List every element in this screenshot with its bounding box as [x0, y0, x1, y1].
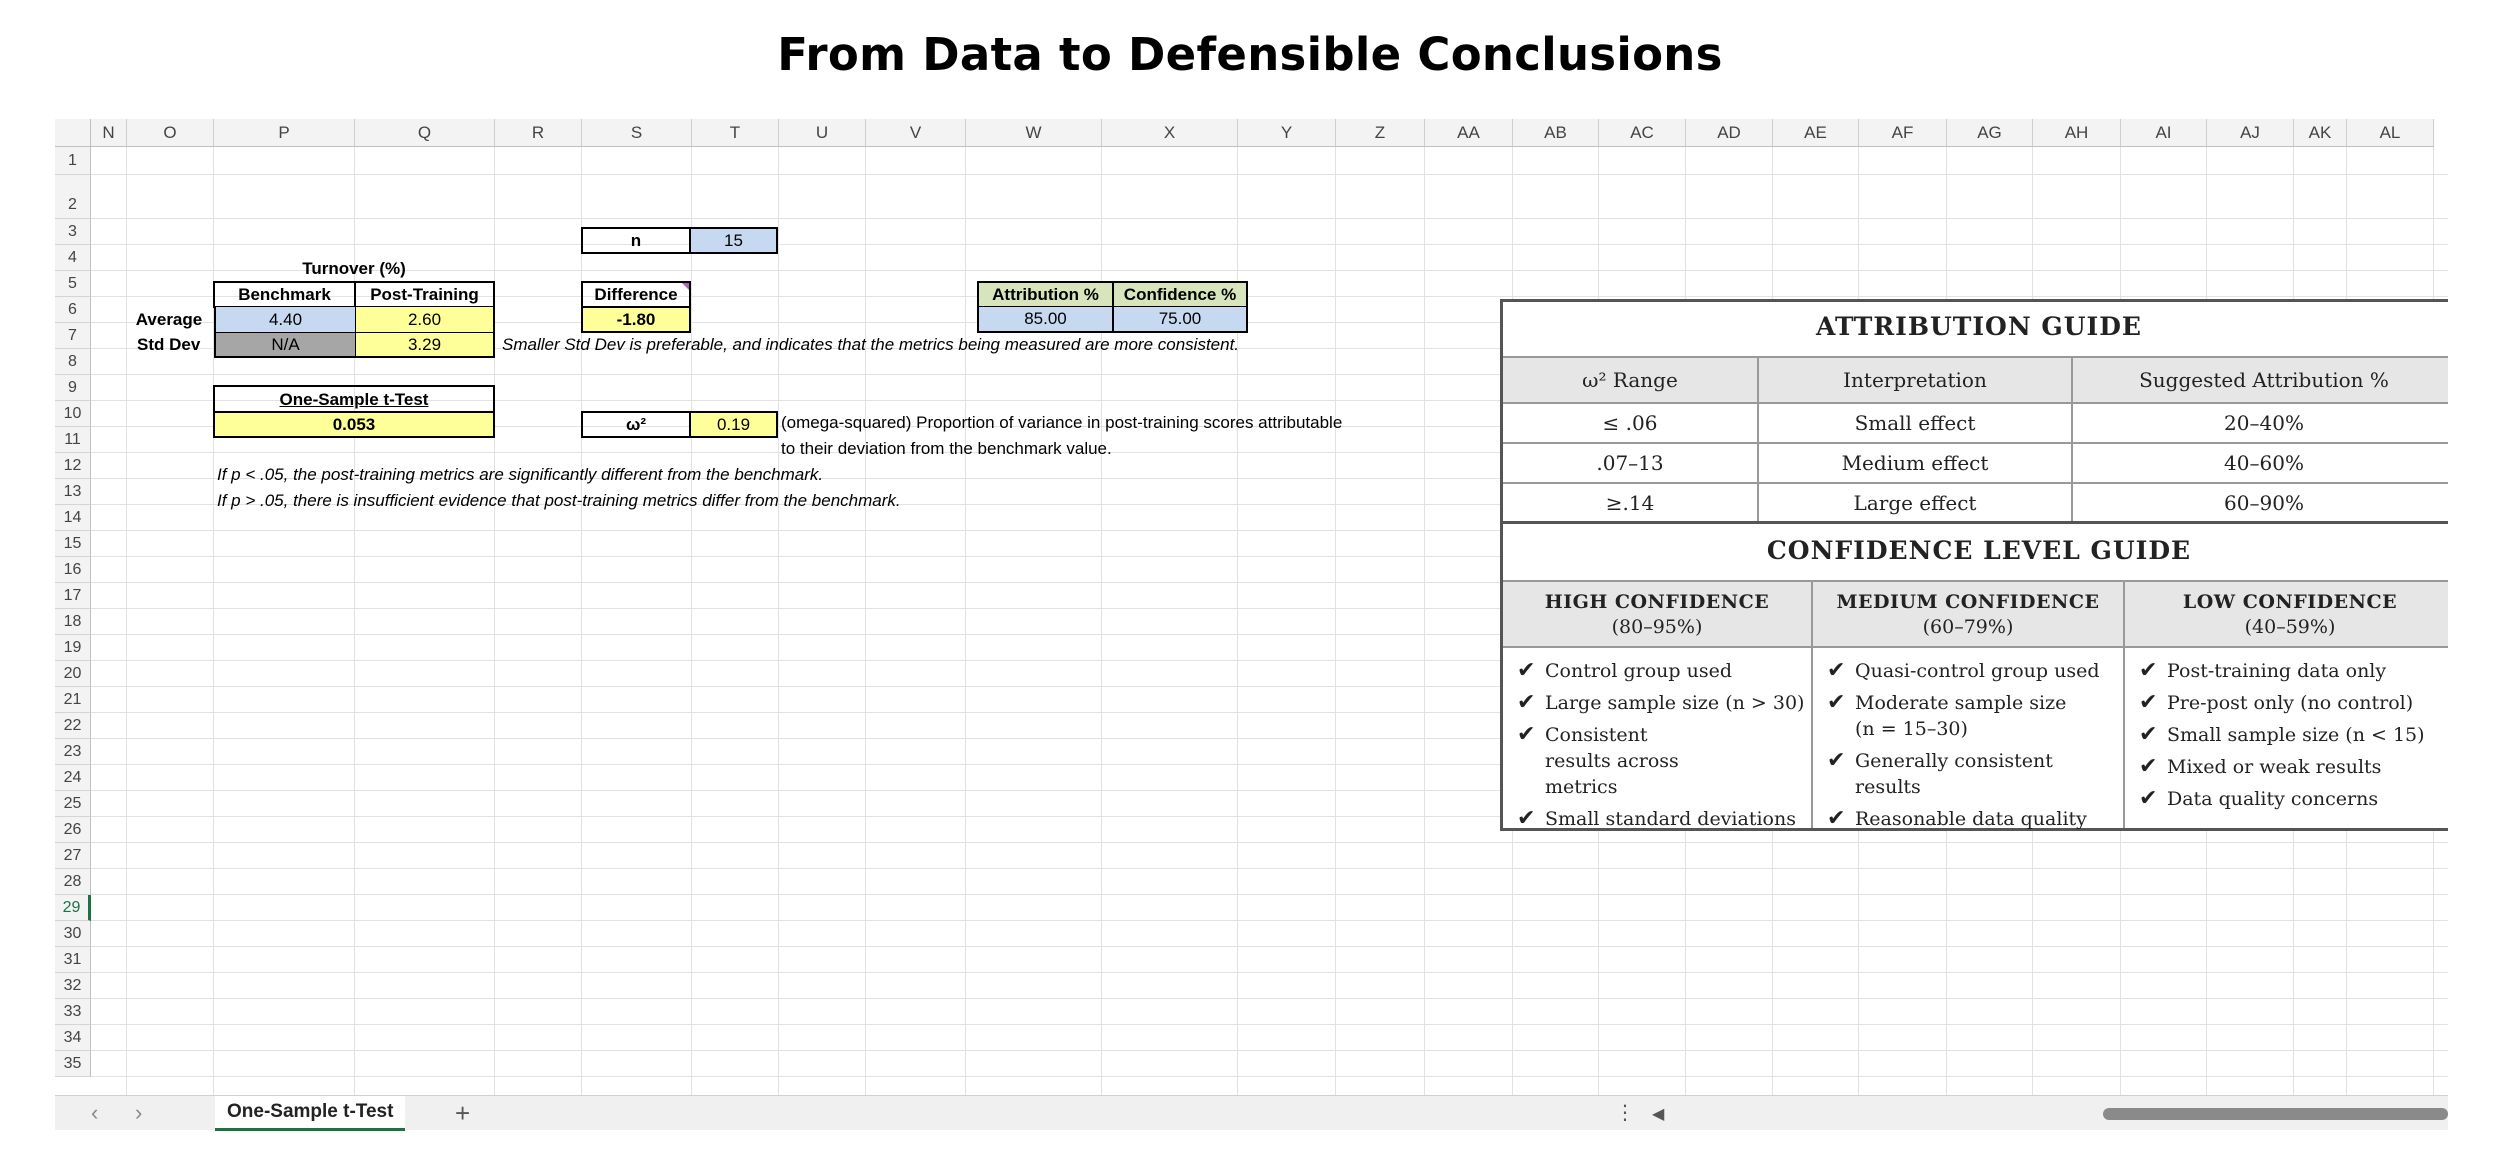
row-header-9[interactable]: 9	[55, 375, 91, 401]
omega-note-line2[interactable]: to their deviation from the benchmark value.	[781, 439, 1112, 458]
row-header-22[interactable]: 22	[55, 713, 91, 739]
confidence-criterion: Control group used	[1545, 660, 1733, 682]
row-header-5[interactable]: 5	[55, 271, 91, 297]
gridline	[91, 1050, 2448, 1051]
attribution-guide-title: ATTRIBUTION GUIDE	[1816, 312, 2142, 341]
row-header-29[interactable]: 29	[55, 895, 91, 921]
gridline	[91, 946, 2448, 947]
attr-row-range: ≤ .06	[1503, 404, 1759, 442]
attr-row-attribution: 40–60%	[2224, 451, 2304, 475]
gridline	[91, 244, 2448, 245]
check-icon: ✔	[1827, 658, 1846, 683]
check-icon: ✔	[1517, 722, 1536, 747]
confidence-criterion: Quasi-control group used	[1855, 660, 2100, 682]
omega-label[interactable]: ω²	[581, 411, 691, 438]
column-header-w[interactable]: W	[966, 119, 1102, 147]
horizontal-scrollbar-thumb[interactable]	[2103, 1108, 2448, 1120]
attr-row-attribution: 60–90%	[2224, 490, 2304, 515]
benchmark-stddev[interactable]: N/A	[214, 332, 355, 358]
add-sheet-button[interactable]: +	[455, 1098, 471, 1128]
column-header-p[interactable]: P	[214, 119, 355, 147]
check-icon: ✔	[2139, 690, 2158, 715]
attr-row-attribution: 20–40%	[2224, 411, 2304, 435]
more-options-icon[interactable]: ⋮	[1615, 1102, 1635, 1124]
check-icon: ✔	[1827, 690, 1846, 715]
n-value[interactable]: 15	[689, 227, 778, 254]
column-header-x[interactable]: X	[1102, 119, 1238, 147]
column-header-o[interactable]: O	[127, 119, 214, 147]
post-training-average[interactable]: 2.60	[355, 307, 495, 332]
row-header-24[interactable]: 24	[55, 765, 91, 791]
column-header-v[interactable]: V	[866, 119, 966, 147]
confidence-column-medium	[1813, 582, 2125, 831]
benchmark-average[interactable]: 4.40	[214, 307, 355, 332]
omega-value[interactable]: 0.19	[689, 411, 778, 438]
confidence-criterion: Small sample size (n < 15)	[2167, 724, 2425, 746]
gridline	[1335, 147, 1336, 1097]
gridline	[91, 174, 2448, 175]
page-title: From Data to Defensible Conclusions	[777, 28, 1723, 81]
column-header-ae[interactable]: AE	[1773, 119, 1859, 147]
attr-row-range: .07–13	[1503, 444, 1759, 482]
column-header-ad[interactable]: AD	[1686, 119, 1773, 147]
column-header-ag[interactable]: AG	[1947, 119, 2033, 147]
gridline	[691, 147, 692, 1097]
check-icon: ✔	[1517, 658, 1536, 683]
low-confidence-title: LOW CONFIDENCE	[2182, 591, 2398, 613]
confidence-column-high	[1503, 582, 1813, 831]
medium-confidence-range: (60–79%)	[1922, 616, 2014, 638]
high-confidence-range: (80–95%)	[1611, 616, 1703, 638]
column-header-ab[interactable]: AB	[1513, 119, 1599, 147]
spreadsheet[interactable]	[55, 119, 2448, 1128]
scroll-tabs-right-icon[interactable]: ›	[135, 1100, 143, 1125]
row-header-12[interactable]: 12	[55, 453, 91, 479]
attr-row-range: ≥.14	[1503, 484, 1759, 521]
row-header-10[interactable]: 10	[55, 401, 91, 427]
confidence-column-low	[2125, 582, 2448, 828]
gridline	[865, 147, 866, 1097]
confidence-criterion: Large sample size (n > 30)	[1545, 692, 1805, 714]
column-header-aj[interactable]: AJ	[2207, 119, 2294, 147]
turnover-title[interactable]: Turnover (%)	[302, 259, 406, 278]
row-header-4[interactable]: 4	[55, 245, 91, 271]
confidence-criterion: Mixed or weak results	[2167, 756, 2382, 778]
row-header-30[interactable]: 30	[55, 921, 91, 947]
difference-header[interactable]: Difference	[581, 281, 691, 308]
hscroll-left-arrow-icon[interactable]: ◀	[1652, 1106, 1665, 1123]
attr-header-attribution: Suggested Attribution %	[2139, 368, 2389, 392]
attr-row-interpretation: Medium effect	[1759, 444, 2073, 482]
confidence-criterion: Pre-post only (no control)	[2167, 692, 2414, 714]
confidence-criterion: Consistent results across metrics	[1545, 724, 1679, 798]
p-note-insufficient[interactable]: If p > .05, there is insufficient evidence that post-training metrics differ from the benchmark.	[217, 491, 901, 510]
confidence-criterion: Reasonable data quality	[1855, 808, 2087, 830]
post-training-stddev[interactable]: 3.29	[355, 332, 495, 358]
column-header-af[interactable]: AF	[1859, 119, 1947, 147]
stddev-label[interactable]: Std Dev	[137, 335, 201, 354]
column-header-al[interactable]: AL	[2347, 119, 2434, 147]
column-header-ah[interactable]: AH	[2033, 119, 2121, 147]
column-header-y[interactable]: Y	[1238, 119, 1336, 147]
row-header-13[interactable]: 13	[55, 479, 91, 505]
attribution-value[interactable]: 85.00	[977, 306, 1114, 333]
row-header-33[interactable]: 33	[55, 999, 91, 1025]
row-header-1[interactable]: 1	[55, 147, 91, 175]
row-header-27[interactable]: 27	[55, 843, 91, 869]
post-training-header[interactable]: Post-Training	[354, 281, 495, 308]
gridline	[1424, 147, 1425, 1097]
p-note-significant[interactable]: If p < .05, the post-training metrics are significantly different from the benchmark.	[217, 465, 824, 484]
attr-header-interpretation: Interpretation	[1759, 358, 2073, 402]
gridline	[91, 998, 2448, 999]
sheet-tab-one-sample-t-test[interactable]: One-Sample t-Test	[215, 1096, 405, 1131]
difference-value[interactable]: -1.80	[581, 306, 691, 333]
confidence-guide-title: CONFIDENCE LEVEL GUIDE	[1766, 536, 2192, 565]
gridline	[91, 1076, 2448, 1077]
check-icon: ✔	[2139, 786, 2158, 811]
column-header-r[interactable]: R	[495, 119, 582, 147]
confidence-criterion: Small standard deviations	[1545, 808, 1796, 830]
average-label[interactable]: Average	[135, 310, 203, 329]
row-header-15[interactable]: 15	[55, 531, 91, 557]
row-header-18[interactable]: 18	[55, 609, 91, 635]
ttest-pvalue[interactable]: 0.053	[213, 411, 495, 438]
select-all-corner[interactable]	[55, 119, 91, 147]
gridline	[965, 147, 966, 1097]
column-header-ak[interactable]: AK	[2294, 119, 2347, 147]
gridline	[91, 868, 2448, 869]
attribution-header[interactable]: Attribution %	[977, 281, 1114, 308]
confidence-criterion: Moderate sample size (n = 15–30)	[1855, 692, 2067, 740]
column-header-u[interactable]: U	[779, 119, 866, 147]
medium-confidence-title: MEDIUM CONFIDENCE	[1836, 591, 2100, 613]
confidence-header[interactable]: Confidence %	[1112, 281, 1248, 308]
row-header-7[interactable]: 7	[55, 323, 91, 349]
ttest-title[interactable]: One-Sample t-Test	[213, 385, 495, 413]
row-header-8[interactable]: 8	[55, 349, 91, 375]
check-icon: ✔	[2139, 754, 2158, 779]
row-header-21[interactable]: 21	[55, 687, 91, 713]
high-confidence-title: HIGH CONFIDENCE	[1544, 591, 1770, 613]
row-header-26[interactable]: 26	[55, 817, 91, 843]
attr-header-range: ω² Range	[1503, 358, 1759, 402]
gridline	[91, 972, 2448, 973]
row-header-25[interactable]: 25	[55, 791, 91, 817]
column-header-n[interactable]: N	[91, 119, 127, 147]
stddev-note[interactable]: Smaller Std Dev is preferable, and indicates that the metrics being measured are more consistent.	[502, 335, 1240, 354]
guide-image	[1500, 299, 2448, 831]
scroll-tabs-left-icon[interactable]: ‹	[91, 1100, 99, 1125]
column-header-ai[interactable]: AI	[2121, 119, 2207, 147]
row-header-31[interactable]: 31	[55, 947, 91, 973]
attr-row-interpretation: Large effect	[1759, 484, 2073, 521]
row-header-3[interactable]: 3	[55, 219, 91, 245]
row-header-17[interactable]: 17	[55, 583, 91, 609]
sheet-tab-bar	[55, 1095, 2448, 1130]
row-header-35[interactable]: 35	[55, 1051, 91, 1077]
confidence-criterion: Post-training data only	[2167, 660, 2387, 682]
check-icon: ✔	[1827, 806, 1846, 831]
row-header-23[interactable]: 23	[55, 739, 91, 765]
check-icon: ✔	[1517, 690, 1536, 715]
comment-indicator[interactable]	[682, 283, 689, 290]
row-header-20[interactable]: 20	[55, 661, 91, 687]
column-header-s[interactable]: S	[582, 119, 692, 147]
n-label[interactable]: n	[581, 227, 691, 254]
check-icon: ✔	[1827, 748, 1846, 773]
column-header-z[interactable]: Z	[1336, 119, 1425, 147]
column-header-q[interactable]: Q	[355, 119, 495, 147]
row-header-14[interactable]: 14	[55, 505, 91, 531]
row-header-19[interactable]: 19	[55, 635, 91, 661]
gridline	[91, 1024, 2448, 1025]
confidence-value[interactable]: 75.00	[1112, 306, 1248, 333]
gridline	[91, 218, 2448, 219]
benchmark-header[interactable]: Benchmark	[213, 281, 356, 308]
column-header-aa[interactable]: AA	[1425, 119, 1513, 147]
row-header-32[interactable]: 32	[55, 973, 91, 999]
low-confidence-range: (40–59%)	[2244, 616, 2336, 638]
gridline	[778, 147, 779, 1097]
row-header-28[interactable]: 28	[55, 869, 91, 895]
check-icon: ✔	[1517, 806, 1536, 831]
gridline	[91, 920, 2448, 921]
row-header-2[interactable]: 2	[55, 175, 91, 219]
gridline	[91, 842, 2448, 843]
attr-row-interpretation: Small effect	[1759, 404, 2073, 442]
row-header-34[interactable]: 34	[55, 1025, 91, 1051]
row-header-6[interactable]: 6	[55, 297, 91, 323]
row-header-11[interactable]: 11	[55, 427, 91, 453]
column-header-t[interactable]: T	[692, 119, 779, 147]
confidence-criterion: Generally consistent results	[1855, 750, 2053, 798]
column-header-ac[interactable]: AC	[1599, 119, 1686, 147]
gridline	[91, 894, 2448, 895]
confidence-criterion: Data quality concerns	[2167, 788, 2379, 810]
row-header-16[interactable]: 16	[55, 557, 91, 583]
check-icon: ✔	[2139, 722, 2158, 747]
check-icon: ✔	[2139, 658, 2158, 683]
gridline	[126, 147, 127, 1097]
omega-note-line1[interactable]: (omega-squared) Proportion of variance in post-training scores attributable	[781, 413, 1343, 432]
